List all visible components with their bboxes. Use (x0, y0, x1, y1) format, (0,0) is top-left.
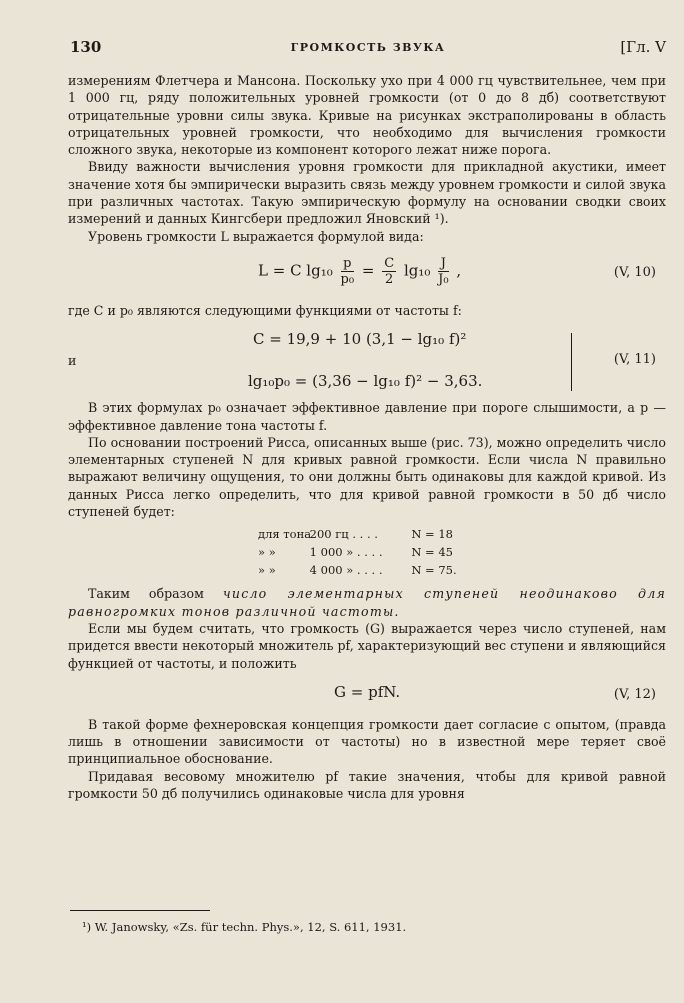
eq1-fraction-c (382, 256, 396, 287)
equation-v12 (68, 672, 666, 716)
equation-v11-and: и (68, 353, 77, 369)
steps-row-n: N = 75. (411, 563, 457, 578)
footnote-rule (70, 910, 210, 911)
equation-v11-brace (565, 333, 572, 391)
eq1-tail: , (456, 261, 462, 280)
steps-row-freq: 1 000 » . . . . (309, 545, 383, 560)
steps-table (258, 525, 666, 579)
paragraph-4: где C и p₀ являются следующими функциями от частоты f: (68, 302, 462, 318)
equation-number-v11: (V, 11) (613, 352, 656, 368)
eq1-frac3-den: J₀ (438, 271, 449, 287)
paragraph-7 (68, 585, 666, 620)
chapter-label: [Гл. V (620, 38, 666, 56)
paragraph-6: По основании построений Рисса, описанных выше (рис. 73), можно определить число элементарных ступеней N для кривых равной громкости. Если числа N правильно выражают величину ощущения, то они должны быть одинаковы для каждой кривой. Из данных Рисса легко определить, что для кривой равной громкости в 50 дб число ступеней будет: (68, 434, 666, 520)
steps-row-freq: 200 гц . . . . (309, 527, 378, 542)
equation-v11-line1: C = 19,9 + 10 (3,1 − lg₁₀ f)² (253, 330, 467, 349)
steps-row-freq: 4 000 » . . . . (309, 563, 383, 578)
paragraph-2: Ввиду важности вычисления уровня громкости для прикладной акустики, имеет значение хотя бы эмпирически выразить связь между уровнем громкости и силой звука при различных частотах. Такую эмпирическую формулу на основании сводки своих измерений и данных Кингсбери предложил Яновский ¹). (68, 159, 666, 227)
paragraph-5: В этих формулах p₀ означает эффективное давление при пороге слышимости, а p — эффективное давление тона частоты f. (68, 400, 666, 433)
page-number: 130 (70, 38, 102, 56)
page-header (70, 38, 666, 58)
footnote: ¹) W. Janowsky, «Zs. für techn. Phys.», 12, S. 611, 1931. (82, 920, 407, 934)
paragraph-7-italic: число элементарных ступеней неодинаково для равногромких тонов различной частоты. (68, 586, 666, 619)
steps-row (258, 561, 666, 579)
paragraph-10: Придавая весовому множителю pf такие значения, чтобы для кривой равной громкости 50 дб получились одинаковые числа для уровня (68, 768, 666, 802)
paragraph-9: В такой форме фехнеровская концепция громкости дает согласие с опытом, (правда лишь в отношении зависимости от частоты) но в известной мере теряет своё принципиальное обоснование. (68, 716, 666, 767)
equation-v10-formula (258, 256, 461, 287)
eq1-rhs: lg₁₀ (403, 261, 431, 280)
steps-row-label: » » (258, 563, 276, 578)
paragraph-3: Уровень громкости L выражается формулой вида: (88, 228, 424, 244)
steps-row-n: N = 18 (411, 527, 453, 542)
eq1-frac2-den: 2 (385, 271, 394, 287)
steps-row-label: » » (258, 545, 276, 560)
eq1-frac1-den: p₀ (340, 271, 355, 287)
equation-v12-formula: G = pfN. (334, 682, 401, 701)
equation-v11-line2: lg₁₀p₀ = (3,36 − lg₁₀ f)² − 3,63. (248, 372, 483, 391)
eq1-frac2-num: C (384, 255, 395, 271)
eq1-lhs: L = C lg₁₀ (258, 261, 333, 280)
steps-row-n: N = 45 (411, 545, 453, 560)
steps-row-label: для тона (258, 527, 312, 542)
equation-v11 (68, 323, 666, 399)
page-body (68, 72, 666, 802)
equation-number-v12: (V, 12) (613, 686, 656, 702)
equation-number-v10: (V, 10) (613, 264, 656, 280)
running-title: ГРОМКОСТЬ ЗВУКА (290, 41, 446, 54)
eq1-frac1-num: p (341, 256, 355, 272)
steps-row (258, 525, 666, 543)
paragraph-1: измерениям Флетчера и Мансона. Поскольку ухо при 4 000 гц чувствительнее, чем при 1 000 гц, ряду положительных уровней громкости (от 0 до 8 дб) соответствуют отрицательные уровни силы звука. Кривые на рисунках экстраполированы в область отрицательных уровней громкости, что необходимо для вычисления громкости сложного звука, некоторые из компонент которого лежат ниже порога. (68, 73, 666, 158)
equation-v10 (68, 250, 666, 302)
eq1-fraction-j (438, 256, 448, 287)
paragraph-7-start: Таким образом (88, 586, 223, 602)
eq1-equals: = (361, 261, 375, 280)
steps-row (258, 543, 666, 561)
eq1-frac3-num: J (438, 256, 448, 272)
eq1-fraction-p (341, 256, 355, 287)
paragraph-8: Если мы будем считать, что громкость (G) выражается через число ступеней, нам придется ввести некоторый множитель pf, характеризующий вес ступени и являющийся функцией от частоты, и положить (68, 620, 666, 671)
